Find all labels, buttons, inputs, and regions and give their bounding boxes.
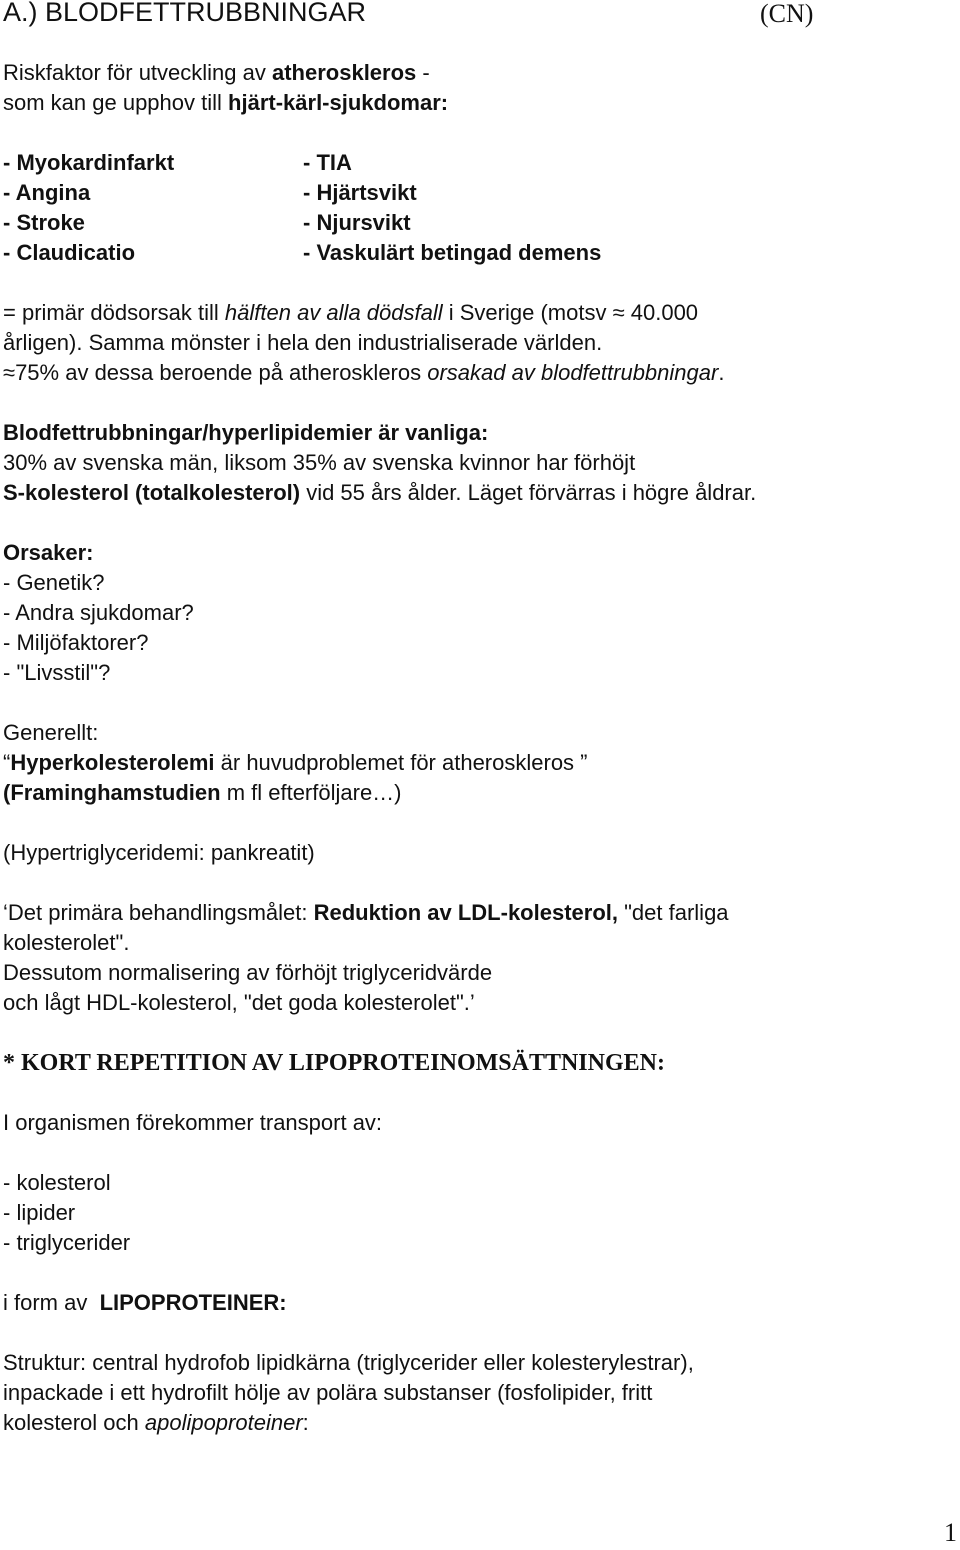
disease-item: - Hjärtsvikt: [303, 180, 417, 205]
cause-line-2: årligen). Samma mönster i hela den industrialiserade världen.: [3, 330, 603, 355]
hypertriglyceridemia-note: (Hypertriglyceridemi: pankreatit): [3, 840, 315, 865]
prevalence-line-1: 30% av svenska män, liksom 35% av svenska kvinnor har förhöjt: [3, 450, 636, 475]
structure-line-3: kolesterol och apolipoproteiner:: [3, 1410, 309, 1435]
transport-item: - lipider: [3, 1200, 76, 1225]
lipoprotein-line: i form av LIPOPROTEINER:: [3, 1290, 287, 1315]
goal-line-1: ‘Det primära behandlingsmålet: Reduktion av LDL-kolesterol, "det farliga: [3, 900, 729, 925]
general-line-2: (Framinghamstudien m fl efterföljare…): [3, 780, 402, 805]
disease-item: - Angina: [3, 180, 91, 205]
intro-line-1: Riskfaktor för utveckling av atheroskleros -: [3, 60, 430, 85]
prevalence-heading: Blodfettrubbningar/hyperlipidemier är vanliga:: [3, 420, 489, 445]
page-number: 1: [944, 1518, 957, 1547]
cause-item: - Andra sjukdomar?: [3, 600, 194, 625]
author-code: (CN): [760, 0, 814, 28]
general-heading: Generellt:: [3, 720, 99, 745]
disease-item: - TIA: [303, 150, 352, 175]
causes-heading: Orsaker:: [3, 540, 94, 565]
cause-item: - Miljöfaktorer?: [3, 630, 149, 655]
goal-line-3: Dessutom normalisering av förhöjt triglyceridvärde: [3, 960, 493, 985]
disease-item: - Stroke: [3, 210, 85, 235]
disease-item: - Myokardinfarkt: [3, 150, 175, 175]
transport-intro: I organismen förekommer transport av:: [3, 1110, 383, 1135]
page-title: A.) BLODFETTRUBBNINGAR: [3, 0, 367, 27]
transport-item: - kolesterol: [3, 1170, 111, 1195]
disease-item: - Claudicatio: [3, 240, 136, 265]
disease-item: - Njursvikt: [303, 210, 411, 235]
prevalence-line-2: S-kolesterol (totalkolesterol) vid 55 års ålder. Läget förvärras i högre åldrar.: [3, 480, 757, 505]
goal-line-4: och lågt HDL-kolesterol, "det goda kolesterolet".’: [3, 990, 475, 1015]
intro-line-2: som kan ge upphov till hjärt-kärl-sjukdomar:: [3, 90, 449, 115]
cause-line-3: ≈75% av dessa beroende på atheroskleros orsakad av blodfettrubbningar.: [3, 360, 725, 385]
transport-item: - triglycerider: [3, 1230, 131, 1255]
structure-line-2: inpackade i ett hydrofilt hölje av polära substanser (fosfolipider, fritt: [3, 1380, 653, 1405]
disease-item: - Vaskulärt betingad demens: [303, 240, 602, 265]
structure-line-1: Struktur: central hydrofob lipidkärna (triglycerider eller kolesterylestrar),: [3, 1350, 694, 1375]
cause-item: - "Livsstil"?: [3, 660, 111, 685]
goal-line-2: kolesterolet".: [3, 930, 130, 955]
repetition-heading: * KORT REPETITION AV LIPOPROTEINOMSÄTTNINGEN:: [3, 1050, 665, 1076]
cause-line-1: = primär dödsorsak till hälften av alla dödsfall i Sverige (motsv ≈ 40.000: [3, 300, 699, 325]
cause-item: - Genetik?: [3, 570, 105, 595]
general-line-1: “Hyperkolesterolemi är huvudproblemet för atheroskleros ”: [3, 750, 588, 775]
